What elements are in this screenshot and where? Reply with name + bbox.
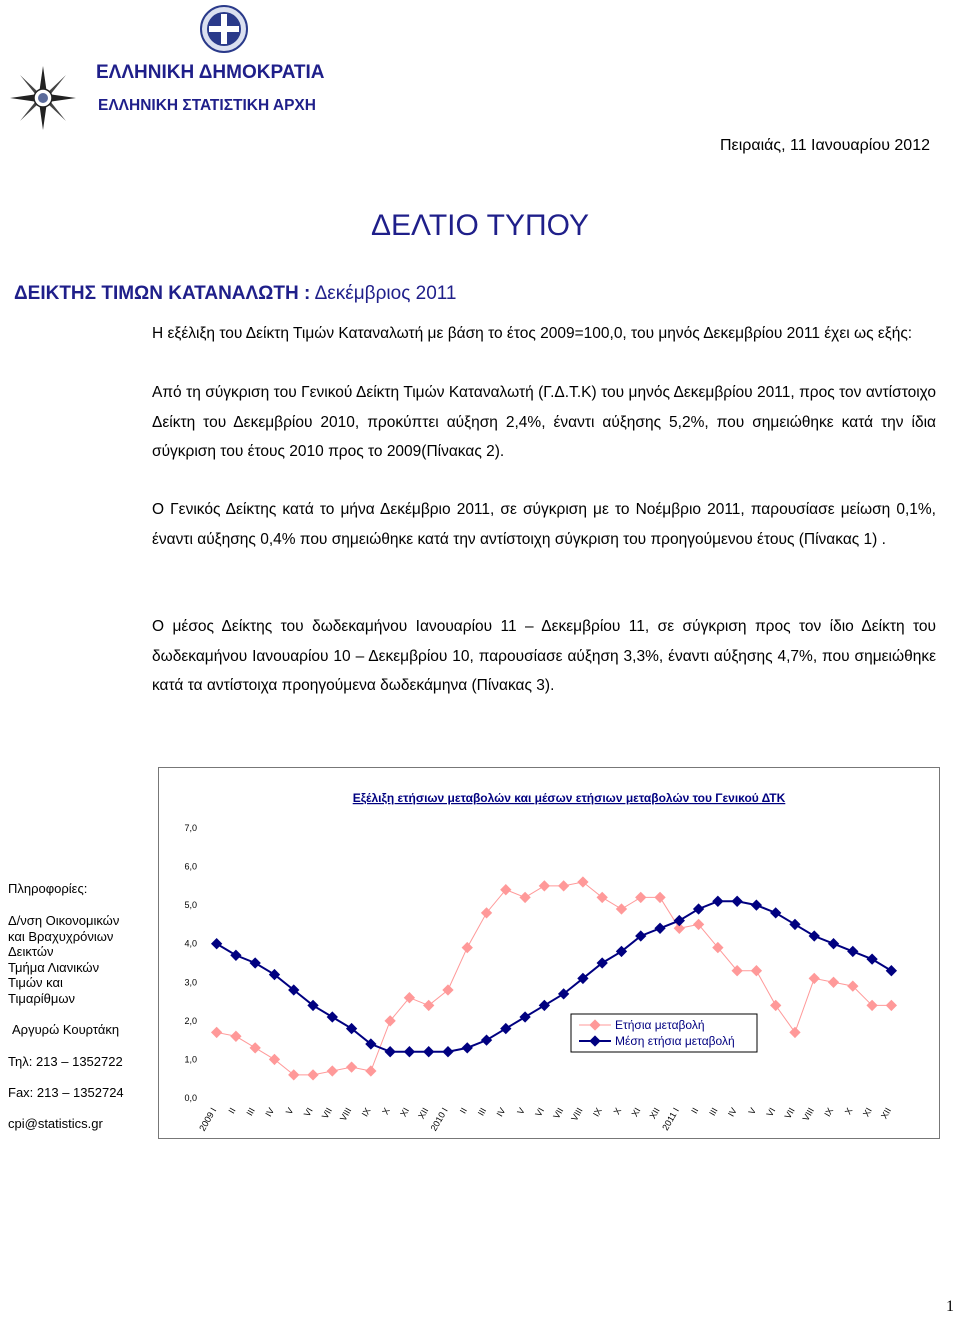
department-line: Δ/νση Οικονομικών [8,913,120,928]
legend-label-annual: Ετήσια μεταβολή [615,1018,705,1032]
x-tick-label: VI [301,1106,315,1119]
data-point [307,1069,318,1080]
series-group [211,876,897,1080]
data-point [866,953,877,964]
data-point [442,984,453,995]
x-tick-label: II [457,1106,469,1116]
paragraph-2: Από τη σύγκριση του Γενικού Δείκτη Τιμών Καταναλωτή (Γ.Δ.Τ.Κ) του μηνός Δεκεμβρίου 2011, προς τον αντίστοιχο Δείκτη του Δεκεμβρίου 2010, προκύπτει αύξηση 2,4%, έναντι αύξησης 5,2%, που σημειώθηκε κατά την ίδια σύγκριση του έτους 2010 προς το 2009(Πίνακας 2). [152,384,936,460]
page-title: ΔΕΛΤΙΟ ΤΥΠΟΥ [370,209,590,242]
x-tick-label: II [226,1106,238,1116]
data-point [751,965,762,976]
data-point [886,1000,897,1011]
data-point [519,892,530,903]
x-tick-label: V [746,1106,759,1117]
x-tick-label: XII [878,1106,894,1121]
chart-svg [159,768,939,1138]
x-tick-label: IX [359,1106,373,1119]
x-tick-label: IV [494,1106,508,1119]
data-point [693,919,704,930]
data-point [770,907,781,918]
data-point [404,1046,415,1057]
x-tick-label: VII [319,1106,335,1121]
data-point [654,923,665,934]
chart-legend [571,1014,757,1052]
section-heading-period: Δεκέμβριος 2011 [314,283,457,304]
department-line: Τιμαρίθμων [8,990,76,1006]
x-tick-label: V [515,1106,527,1117]
data-point [481,1034,492,1045]
paragraph-1: Η εξέλιξη του Δείκτη Τιμών Καταναλωτή με βάση το έτος 2009=100,0, του μηνός Δεκεμβρίου 2011 έχει ως εξής: [152,325,913,342]
data-point [886,965,897,976]
y-tick-label: 0,0 [184,1093,197,1103]
x-tick-label: X [611,1106,624,1117]
x-tick-label: XI [860,1106,874,1119]
y-tick-label: 3,0 [184,977,197,988]
data-point [693,903,704,914]
org-name: ΕΛΛΗΝΙΚΗ ΔΗΜΟΚΡΑΤΙΑ [96,62,325,83]
data-point [269,1054,280,1065]
x-tick-label: VII [782,1106,797,1121]
x-tick-label: III [707,1106,720,1118]
data-point [481,907,492,918]
department-line: και Βραχυχρόνιων [8,928,114,944]
x-tick-label: IV [263,1106,277,1119]
x-tick-label: VI [533,1106,547,1119]
data-point [327,1065,338,1076]
contact-email[interactable]: cpi@statistics.gr [8,1116,103,1131]
x-tick-label: VIII [800,1106,816,1123]
x-axis [197,1106,893,1133]
contact-fax: Fax: 213 – 1352724 [8,1085,124,1100]
data-point [828,977,839,988]
data-point [712,942,723,953]
data-point [828,938,839,949]
greek-emblem-logo [198,4,250,54]
data-point [731,896,742,907]
data-point [365,1065,376,1076]
data-point [577,876,588,887]
data-point [442,1046,453,1057]
contact-phone: Τηλ: 213 – 1352722 [8,1054,123,1069]
data-point [616,903,627,914]
contact-name: Αργυρώ Κουρτάκη [12,1022,120,1037]
data-point [597,892,608,903]
section-heading-bold: ΔΕΙΚΤΗΣ ΤΙΜΩΝ ΚΑΤΑΝΑΛΩΤΗ : [14,283,311,304]
data-point [327,1011,338,1022]
y-tick-label: 1,0 [184,1054,197,1065]
data-point [731,965,742,976]
x-tick-label: IX [591,1106,604,1119]
data-point [500,884,511,895]
data-point [751,899,762,910]
data-point [423,1046,434,1057]
x-tick-label: XII [416,1106,431,1121]
legend-label-mean: Μέση ετήσια μεταβολή [615,1034,735,1048]
data-point [211,1027,222,1038]
page-number: 1 [946,1298,954,1315]
x-tick-label: VIII [569,1106,585,1123]
data-point [211,938,222,949]
data-point [500,1023,511,1034]
y-axis [184,823,197,1103]
department-line: Τιμών και [8,975,63,990]
x-tick-label: X [842,1106,855,1117]
data-point [384,1046,395,1057]
x-tick-label: 2010 I [428,1106,450,1133]
data-point [789,919,800,930]
x-tick-label: III [244,1106,257,1118]
y-tick-label: 5,0 [184,900,197,911]
elstat-compass-logo [8,64,78,132]
y-tick-label: 4,0 [184,938,197,949]
department-line: Δεικτών [8,944,54,959]
data-point [384,1015,395,1026]
x-tick-label: VI [764,1106,778,1119]
data-point [539,1000,550,1011]
x-tick-label: IX [822,1106,836,1119]
data-point [809,973,820,984]
x-tick-label: 2011 I [660,1106,682,1133]
data-point [250,957,261,968]
series-line [217,882,892,1075]
y-tick-label: 2,0 [184,1015,197,1026]
paragraph-3: Ο Γενικός Δείκτης κατά το μήνα Δεκέμβριο 2011, σε σύγκριση με το Νοέμβριο 2011, παρουσίασε μείωση 0,1%, έναντι αύξησης 0,4% που σημειώθηκε κατά την αντίστοιχη σύγκριση του προηγούμενου έτους (Πίνακας 1) . [152,501,936,548]
x-tick-label: 2009 I [197,1106,219,1133]
data-point [346,1061,357,1072]
department-block [8,913,119,1006]
x-tick-label: VIII [337,1106,354,1123]
data-point [230,1031,241,1042]
data-point [654,892,665,903]
data-point [539,880,550,891]
data-point [770,1000,781,1011]
x-tick-label: X [380,1106,392,1117]
x-tick-label: III [475,1106,489,1118]
data-point [789,1027,800,1038]
y-tick-label: 7,0 [184,823,197,833]
x-tick-label: IV [725,1106,739,1119]
cpi-chart [158,767,940,1139]
data-point [230,950,241,961]
data-point [519,1011,530,1022]
section-heading [14,283,457,305]
data-point [674,915,685,926]
data-point [847,946,858,957]
data-point [558,880,569,891]
x-tick-label: XI [398,1106,412,1119]
x-tick-label: II [689,1106,701,1116]
x-tick-label: V [283,1106,296,1117]
data-point [250,1042,261,1053]
info-label: Πληροφορίες: [8,881,88,896]
data-point [404,992,415,1003]
x-tick-label: XII [647,1106,662,1121]
data-point [462,1042,473,1053]
department-line: Τμήμα Λιανικών [8,959,100,975]
data-point [462,942,473,953]
data-point [423,1000,434,1011]
dateline: Πειραιάς, 11 Ιανουαρίου 2012 [720,137,930,154]
data-point [712,896,723,907]
chart-title: Εξέλιξη ετήσιων μεταβολών και μέσων ετήσιων μεταβολών του Γενικού ΔΤΚ [352,791,786,805]
org-subname: ΕΛΛΗΝΙΚΗ ΣΤΑΤΙΣΤΙΚΗ ΑΡΧΗ [98,97,316,114]
data-point [809,930,820,941]
x-tick-label: XI [629,1106,643,1119]
data-point [288,1069,299,1080]
data-point [635,892,646,903]
paragraph-4: Ο μέσος Δείκτης του δωδεκαμήνου Ιανουαρίου 11 – Δεκεμβρίου 11, σε σύγκριση προς τον ίδιο Δείκτη του δωδεκαμήνου Ιανουαρίου 10 – Δεκεμβρίου 10, παρουσίασε αύξηση 3,3%, έναντι αύξησης 4,7%, που σημειώθηκε κατά τα αντίστοιχα προηγούμενα δωδεκάμηνα (Πίνακας 3). [152,618,936,694]
x-tick-label: VII [551,1106,566,1121]
y-tick-label: 6,0 [184,861,197,872]
